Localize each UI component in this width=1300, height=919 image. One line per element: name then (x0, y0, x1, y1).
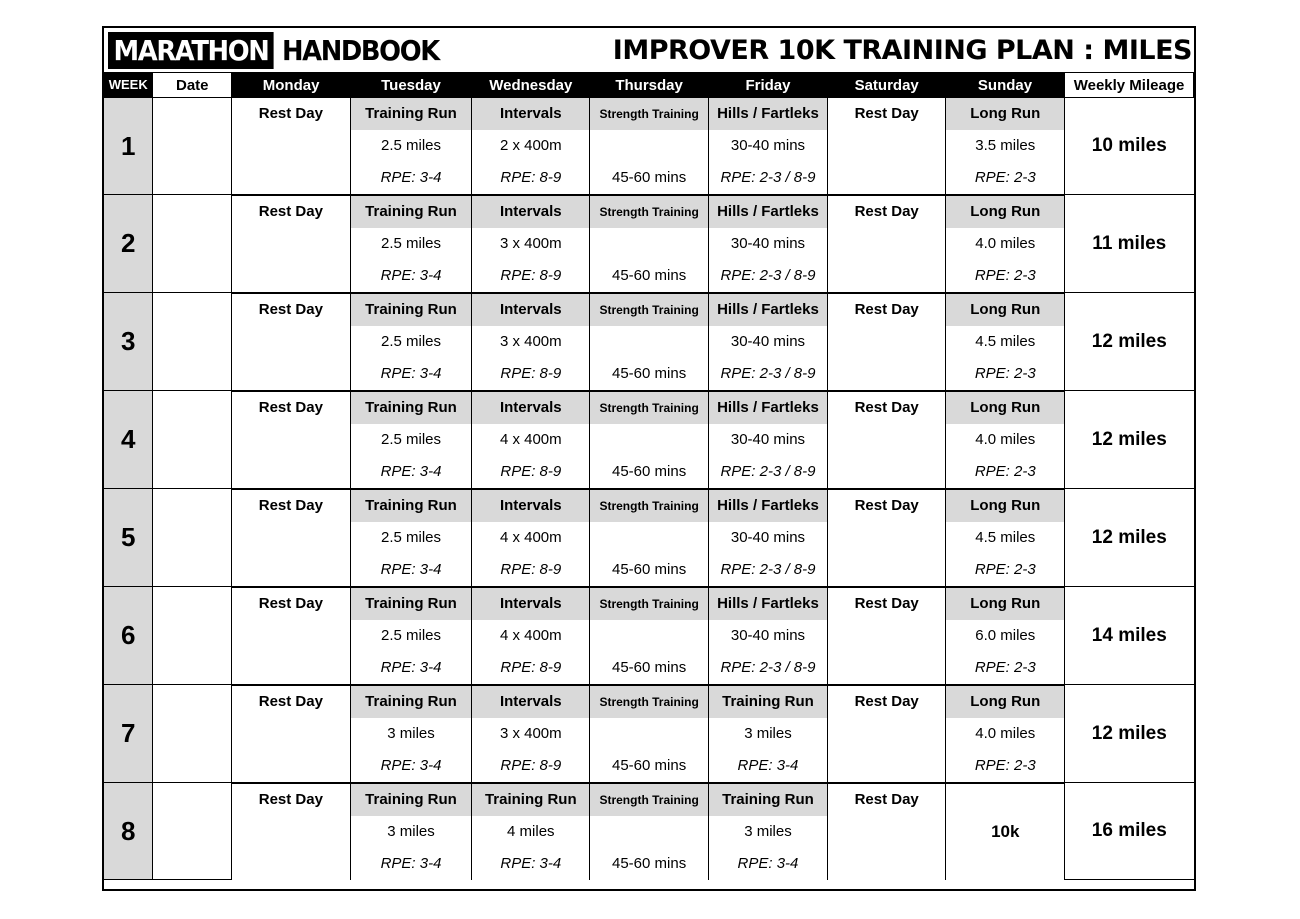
monday-empty (232, 522, 351, 554)
sunday-label: Long Run (946, 293, 1065, 326)
sunday-label: Long Run (946, 195, 1065, 228)
table-row (104, 554, 1194, 587)
sunday-rpe: RPE: 2-3 (946, 554, 1065, 587)
table-row (104, 391, 1194, 424)
saturday-empty (827, 456, 946, 489)
monday-empty (232, 652, 351, 685)
week-number: 2 (104, 195, 153, 293)
wednesday-detail: 3 x 400m (472, 228, 590, 260)
friday-rpe: RPE: 2-3 / 8-9 (709, 652, 828, 685)
thursday-label: Strength Training (590, 98, 709, 130)
saturday-empty (827, 326, 946, 358)
tuesday-rpe: RPE: 3-4 (350, 750, 472, 783)
tuesday-detail: 2.5 miles (350, 522, 472, 554)
saturday-empty (827, 554, 946, 587)
tuesday-label: Training Run (350, 685, 472, 718)
tuesday-label: Training Run (350, 195, 472, 228)
table-row (104, 685, 1194, 718)
column-header-tuesday: Tuesday (350, 73, 472, 98)
monday-empty (232, 260, 351, 293)
week-number: 1 (104, 98, 153, 195)
logo-handbook-text: HANDBOOK (282, 34, 440, 67)
tuesday-detail: 2.5 miles (350, 620, 472, 652)
table-row (104, 718, 1194, 750)
column-header-week: WEEK (104, 73, 153, 98)
wednesday-rpe: RPE: 8-9 (472, 652, 590, 685)
friday-label: Hills / Fartleks (709, 98, 828, 130)
friday-detail: 3 miles (709, 816, 828, 848)
tuesday-rpe: RPE: 3-4 (350, 652, 472, 685)
date-cell (153, 783, 232, 880)
monday-empty (232, 162, 351, 195)
weekly-mileage: 12 miles (1065, 293, 1194, 391)
wednesday-label: Intervals (472, 587, 590, 620)
saturday-label: Rest Day (827, 391, 946, 424)
thursday-label: Strength Training (590, 391, 709, 424)
friday-rpe: RPE: 2-3 / 8-9 (709, 260, 828, 293)
wednesday-detail: 4 miles (472, 816, 590, 848)
friday-rpe: RPE: 2-3 / 8-9 (709, 358, 828, 391)
column-header-date: Date (153, 73, 232, 98)
tuesday-rpe: RPE: 3-4 (350, 358, 472, 391)
wednesday-label: Intervals (472, 391, 590, 424)
thursday-label: Strength Training (590, 489, 709, 522)
table-row (104, 816, 1194, 848)
friday-rpe: RPE: 2-3 / 8-9 (709, 162, 828, 195)
wednesday-label: Intervals (472, 685, 590, 718)
table-row (104, 522, 1194, 554)
logo-marathon-text: MARATHON (108, 32, 274, 69)
sunday-rpe: RPE: 2-3 (946, 358, 1065, 391)
week-number: 3 (104, 293, 153, 391)
column-header-friday: Friday (709, 73, 828, 98)
friday-rpe: RPE: 3-4 (709, 848, 828, 880)
training-plan-sheet (102, 26, 1196, 891)
tuesday-label: Training Run (350, 489, 472, 522)
saturday-empty (827, 652, 946, 685)
saturday-empty (827, 750, 946, 783)
wednesday-detail: 3 x 400m (472, 718, 590, 750)
monday-label: Rest Day (232, 489, 351, 522)
weekly-mileage: 14 miles (1065, 587, 1194, 685)
thursday-detail (590, 718, 709, 750)
thursday-detail (590, 326, 709, 358)
date-cell (153, 391, 232, 489)
wednesday-label: Intervals (472, 195, 590, 228)
saturday-empty (827, 816, 946, 848)
tuesday-label: Training Run (350, 587, 472, 620)
thursday-duration: 45-60 mins (590, 358, 709, 391)
friday-label: Hills / Fartleks (709, 489, 828, 522)
monday-label: Rest Day (232, 98, 351, 130)
tuesday-label: Training Run (350, 391, 472, 424)
table-row (104, 424, 1194, 456)
week-number: 4 (104, 391, 153, 489)
friday-detail: 30-40 mins (709, 130, 828, 162)
training-plan-table (104, 72, 1194, 880)
monday-empty (232, 750, 351, 783)
thursday-label: Strength Training (590, 195, 709, 228)
friday-detail: 30-40 mins (709, 326, 828, 358)
monday-empty (232, 228, 351, 260)
monday-label: Rest Day (232, 685, 351, 718)
monday-empty (232, 554, 351, 587)
saturday-label: Rest Day (827, 98, 946, 130)
tuesday-rpe: RPE: 3-4 (350, 456, 472, 489)
weekly-mileage: 11 miles (1065, 195, 1194, 293)
table-row (104, 620, 1194, 652)
saturday-label: Rest Day (827, 293, 946, 326)
thursday-label: Strength Training (590, 293, 709, 326)
monday-label: Rest Day (232, 195, 351, 228)
saturday-empty (827, 718, 946, 750)
sunday-detail: 4.0 miles (946, 424, 1065, 456)
table-row (104, 750, 1194, 783)
weekly-mileage: 10 miles (1065, 98, 1194, 195)
saturday-label: Rest Day (827, 195, 946, 228)
monday-empty (232, 620, 351, 652)
monday-empty (232, 358, 351, 391)
thursday-detail (590, 620, 709, 652)
wednesday-detail: 4 x 400m (472, 522, 590, 554)
week-number: 6 (104, 587, 153, 685)
friday-label: Training Run (709, 783, 828, 816)
table-row (104, 228, 1194, 260)
tuesday-label: Training Run (350, 293, 472, 326)
page-header (104, 28, 1196, 74)
tuesday-label: Training Run (350, 98, 472, 130)
tuesday-detail: 3 miles (350, 816, 472, 848)
sunday-detail: 4.5 miles (946, 326, 1065, 358)
sunday-detail: 4.5 miles (946, 522, 1065, 554)
saturday-empty (827, 162, 946, 195)
thursday-detail (590, 522, 709, 554)
thursday-duration: 45-60 mins (590, 554, 709, 587)
monday-label: Rest Day (232, 587, 351, 620)
tuesday-rpe: RPE: 3-4 (350, 554, 472, 587)
sunday-rpe: RPE: 2-3 (946, 750, 1065, 783)
friday-rpe: RPE: 3-4 (709, 750, 828, 783)
table-row (104, 195, 1194, 228)
friday-detail: 30-40 mins (709, 620, 828, 652)
friday-label: Hills / Fartleks (709, 195, 828, 228)
sunday-empty (946, 783, 1065, 816)
monday-label: Rest Day (232, 293, 351, 326)
thursday-duration: 45-60 mins (590, 848, 709, 880)
monday-empty (232, 816, 351, 848)
sunday-rpe: RPE: 2-3 (946, 260, 1065, 293)
date-cell (153, 293, 232, 391)
thursday-duration: 45-60 mins (590, 750, 709, 783)
table-row (104, 652, 1194, 685)
table-header-row (104, 73, 1194, 98)
sunday-label: Long Run (946, 98, 1065, 130)
monday-empty (232, 130, 351, 162)
wednesday-label: Intervals (472, 489, 590, 522)
friday-detail: 3 miles (709, 718, 828, 750)
saturday-label: Rest Day (827, 783, 946, 816)
table-row (104, 456, 1194, 489)
wednesday-rpe: RPE: 8-9 (472, 456, 590, 489)
thursday-duration: 45-60 mins (590, 260, 709, 293)
saturday-empty (827, 424, 946, 456)
sunday-detail: 4.0 miles (946, 718, 1065, 750)
monday-empty (232, 718, 351, 750)
wednesday-rpe: RPE: 8-9 (472, 260, 590, 293)
wednesday-rpe: RPE: 8-9 (472, 358, 590, 391)
tuesday-detail: 2.5 miles (350, 228, 472, 260)
sunday-rpe: RPE: 2-3 (946, 456, 1065, 489)
tuesday-rpe: RPE: 3-4 (350, 260, 472, 293)
column-header-wednesday: Wednesday (472, 73, 590, 98)
monday-empty (232, 848, 351, 880)
sunday-label: Long Run (946, 391, 1065, 424)
friday-rpe: RPE: 2-3 / 8-9 (709, 554, 828, 587)
table-row (104, 326, 1194, 358)
monday-label: Rest Day (232, 783, 351, 816)
saturday-empty (827, 260, 946, 293)
sunday-race: 10k (946, 816, 1065, 848)
date-cell (153, 489, 232, 587)
monday-label: Rest Day (232, 391, 351, 424)
friday-label: Hills / Fartleks (709, 293, 828, 326)
page-title: IMPROVER 10K TRAINING PLAN : MILES (612, 35, 1192, 66)
saturday-label: Rest Day (827, 489, 946, 522)
friday-label: Hills / Fartleks (709, 391, 828, 424)
tuesday-detail: 2.5 miles (350, 326, 472, 358)
sunday-label: Long Run (946, 587, 1065, 620)
thursday-label: Strength Training (590, 783, 709, 816)
column-header-sunday: Sunday (946, 73, 1065, 98)
wednesday-label: Intervals (472, 98, 590, 130)
tuesday-detail: 2.5 miles (350, 424, 472, 456)
wednesday-detail: 2 x 400m (472, 130, 590, 162)
wednesday-label: Training Run (472, 783, 590, 816)
wednesday-detail: 4 x 400m (472, 424, 590, 456)
thursday-duration: 45-60 mins (590, 456, 709, 489)
saturday-empty (827, 358, 946, 391)
table-row (104, 489, 1194, 522)
table-row (104, 260, 1194, 293)
tuesday-detail: 3 miles (350, 718, 472, 750)
sunday-label: Long Run (946, 489, 1065, 522)
monday-empty (232, 456, 351, 489)
column-header-weekly-mileage: Weekly Mileage (1065, 73, 1194, 98)
column-header-thursday: Thursday (590, 73, 709, 98)
wednesday-rpe: RPE: 8-9 (472, 162, 590, 195)
date-cell (153, 195, 232, 293)
thursday-detail (590, 130, 709, 162)
weekly-mileage: 12 miles (1065, 391, 1194, 489)
column-header-saturday: Saturday (827, 73, 946, 98)
monday-empty (232, 326, 351, 358)
wednesday-detail: 3 x 400m (472, 326, 590, 358)
sunday-rpe: RPE: 2-3 (946, 162, 1065, 195)
friday-label: Hills / Fartleks (709, 587, 828, 620)
saturday-empty (827, 228, 946, 260)
saturday-empty (827, 522, 946, 554)
wednesday-rpe: RPE: 8-9 (472, 554, 590, 587)
friday-detail: 30-40 mins (709, 424, 828, 456)
friday-detail: 30-40 mins (709, 522, 828, 554)
date-cell (153, 587, 232, 685)
wednesday-rpe: RPE: 3-4 (472, 848, 590, 880)
thursday-duration: 45-60 mins (590, 652, 709, 685)
date-cell (153, 98, 232, 195)
sunday-rpe: RPE: 2-3 (946, 652, 1065, 685)
tuesday-rpe: RPE: 3-4 (350, 848, 472, 880)
week-number: 7 (104, 685, 153, 783)
thursday-detail (590, 228, 709, 260)
sunday-detail: 3.5 miles (946, 130, 1065, 162)
table-row (104, 783, 1194, 816)
table-row (104, 98, 1194, 130)
thursday-duration: 45-60 mins (590, 162, 709, 195)
friday-rpe: RPE: 2-3 / 8-9 (709, 456, 828, 489)
table-row (104, 848, 1194, 880)
wednesday-label: Intervals (472, 293, 590, 326)
sunday-label: Long Run (946, 685, 1065, 718)
table-row (104, 358, 1194, 391)
week-number: 5 (104, 489, 153, 587)
week-number: 8 (104, 783, 153, 880)
saturday-empty (827, 848, 946, 880)
sunday-detail: 4.0 miles (946, 228, 1065, 260)
wednesday-rpe: RPE: 8-9 (472, 750, 590, 783)
tuesday-rpe: RPE: 3-4 (350, 162, 472, 195)
weekly-mileage: 12 miles (1065, 685, 1194, 783)
tuesday-detail: 2.5 miles (350, 130, 472, 162)
tuesday-label: Training Run (350, 783, 472, 816)
marathon-handbook-logo (108, 32, 453, 69)
table-body (104, 98, 1194, 880)
saturday-label: Rest Day (827, 587, 946, 620)
table-row (104, 587, 1194, 620)
weekly-mileage: 12 miles (1065, 489, 1194, 587)
table-row (104, 293, 1194, 326)
friday-label: Training Run (709, 685, 828, 718)
thursday-label: Strength Training (590, 685, 709, 718)
saturday-empty (827, 620, 946, 652)
date-cell (153, 685, 232, 783)
table-row (104, 130, 1194, 162)
sunday-empty (946, 848, 1065, 880)
monday-empty (232, 424, 351, 456)
thursday-detail (590, 816, 709, 848)
weekly-mileage: 16 miles (1065, 783, 1194, 880)
table-row (104, 162, 1194, 195)
wednesday-detail: 4 x 400m (472, 620, 590, 652)
column-header-monday: Monday (232, 73, 351, 98)
thursday-label: Strength Training (590, 587, 709, 620)
friday-detail: 30-40 mins (709, 228, 828, 260)
saturday-empty (827, 130, 946, 162)
thursday-detail (590, 424, 709, 456)
sunday-detail: 6.0 miles (946, 620, 1065, 652)
saturday-label: Rest Day (827, 685, 946, 718)
